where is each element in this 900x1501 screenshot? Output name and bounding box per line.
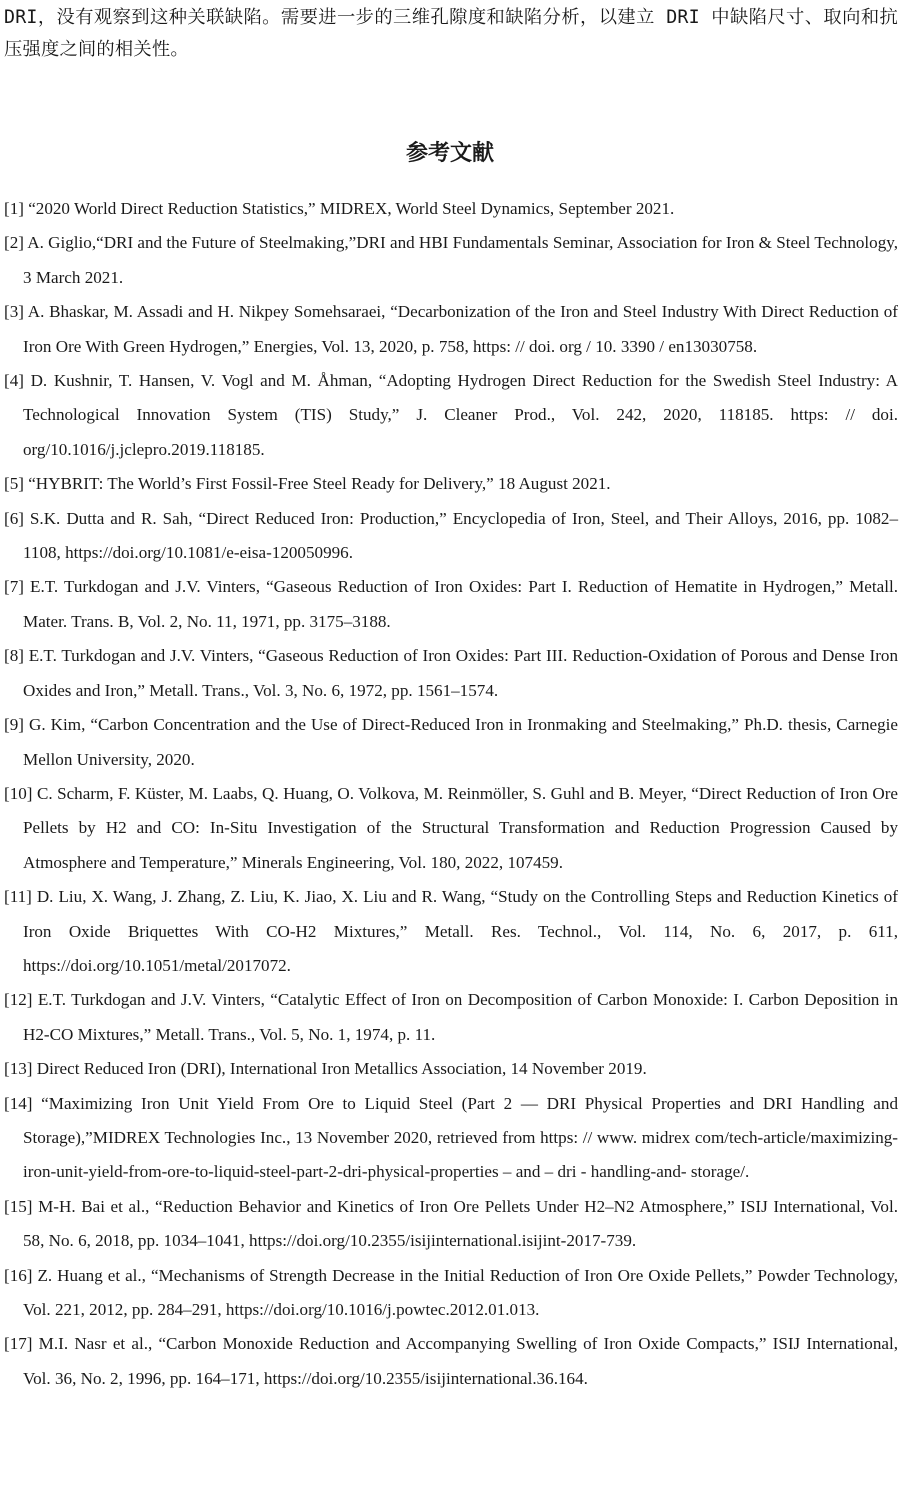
reference-item-3: [3] A. Bhaskar, M. Assadi and H. Nikpey Somehsaraei, “Decarbonization of the Iron and Steel Industry With Direct Reduction of Iron Ore With Green Hydrogen,” Energies, Vol. 13, 2020, p. 758, https: // doi. org / 10. 3390 / en13030758. [4,302,898,356]
reference-item-14: [14] “Maximizing Iron Unit Yield From Ore to Liquid Steel (Part 2 — DRI Physical Properties and DRI Handling and Storage),”MIDREX Technologies Inc., 13 November 2020, retrieved from https: // www. midrex com/tech-article/maximizing-iron-unit-yield-from-ore-to-liquid-steel-part-2-dri-physical-properties – and – dri - handling-and- storage/. [4,1093,898,1182]
reference-item-15: [15] M-H. Bai et al., “Reduction Behavior and Kinetics of Iron Ore Pellets Under H2–N2 Atmosphere,” ISIJ International, Vol. 58, No. 6, 2018, pp. 1034–1041, https://doi.org/10.2355/isijinternational.isijint-2017-739. [4,1196,898,1251]
reference-item-17: [17] M.I. Nasr et al., “Carbon Monoxide Reduction and Accompanying Swelling of Iron Oxide Compacts,” ISIJ International, Vol. 36, No. 2, 1996, pp. 164–171, https://doi.org/10.2355/isijinternational.36.164. [4,1334,898,1388]
reference-list [4,192,898,1396]
reference-item-7: [7] E.T. Turkdogan and J.V. Vinters, “Gaseous Reduction of Iron Oxides: Part I. Reduction of Hematite in Hydrogen,” Metall. Mater. Trans. B, Vol. 2, No. 11, 1971, pp. 3175–3188. [4,577,898,631]
reference-item-9: [9] G. Kim, “Carbon Concentration and the Use of Direct-Reduced Iron in Ironmaking and Steelmaking,” Ph.D. thesis, Carnegie Mellon University, 2020. [4,715,898,769]
reference-item-11: [11] D. Liu, X. Wang, J. Zhang, Z. Liu, K. Jiao, X. Liu and R. Wang, “Study on the Controlling Steps and Reduction Kinetics of Iron Oxide Briquettes With CO-H2 Mixtures,” Metall. Res. Technol., Vol. 114, No. 6, 2017, p. 611, https://doi.org/10.1051/metal/2017072. [4,887,898,975]
reference-item-8: [8] E.T. Turkdogan and J.V. Vinters, “Gaseous Reduction of Iron Oxides: Part III. Reduction-Oxidation of Porous and Dense Iron Oxides and Iron,” Metall. Trans., Vol. 3, No. 6, 1972, pp. 1561–1574. [4,646,898,700]
reference-item-12: [12] E.T. Turkdogan and J.V. Vinters, “Catalytic Effect of Iron on Decomposition of Carbon Monoxide: I. Carbon Deposition in H2-CO Mixtures,” Metall. Trans., Vol. 5, No. 1, 1974, p. 11. [4,990,898,1044]
reference-item-4: [4] D. Kushnir, T. Hansen, V. Vogl and M. Åhman, “Adopting Hydrogen Direct Reduction for the Swedish Steel Industry: A Technological Innovation System (TIS) Study,” J. Cleaner Prod., Vol. 242, 2020, 118185. https: // doi. org/10.1016/j.jclepro.2019.118185. [4,371,898,459]
reference-item-5: [5] “HYBRIT: The World’s First Fossil-Free Steel Ready for Delivery,” 18 August 2021. [4,474,611,494]
reference-item-16: [16] Z. Huang et al., “Mechanisms of Strength Decrease in the Initial Reduction of Iron Ore Oxide Pellets,” Powder Technology, Vol. 221, 2012, pp. 284–291, https://doi.org/10.1016/j.powtec.2012.01.013. [4,1265,898,1319]
reference-item-6: [6] S.K. Dutta and R. Sah, “Direct Reduced Iron: Production,” Encyclopedia of Iron, Steel, and Their Alloys, 2016, pp. 1082–1108, https://doi.org/10.1081/e-eisa-120050996. [4,508,898,563]
references-heading: 参考文献 [405,141,494,166]
intro-paragraph: DRI，没有观察到这种关联缺陷。需要进一步的三维孔隙度和缺陷分析，以建立 DRI 中缺陷尺寸、取向和抗压强度之间的相关性。 [4,7,898,60]
reference-item-2: [2] A. Giglio,“DRI and the Future of Steelmaking,”DRI and HBI Fundamentals Seminar, Association for Iron & Steel Technology, 3 March 2021. [4,233,898,287]
reference-item-13: [13] Direct Reduced Iron (DRI), International Iron Metallics Association, 14 November 2019. [4,1059,647,1079]
reference-item-1: [1] “2020 World Direct Reduction Statistics,” MIDREX, World Steel Dynamics, September 2021. [4,199,675,218]
reference-item-10: [10] C. Scharm, F. Küster, M. Laabs, Q. Huang, O. Volkova, M. Reinmöller, S. Guhl and B. Meyer, “Direct Reduction of Iron Ore Pellets by H2 and CO: In-Situ Investigation of the Structural Transformation and Reduction Progression Caused by Atmosphere and Temperature,” Minerals Engineering, Vol. 180, 2022, 107459. [4,783,898,872]
